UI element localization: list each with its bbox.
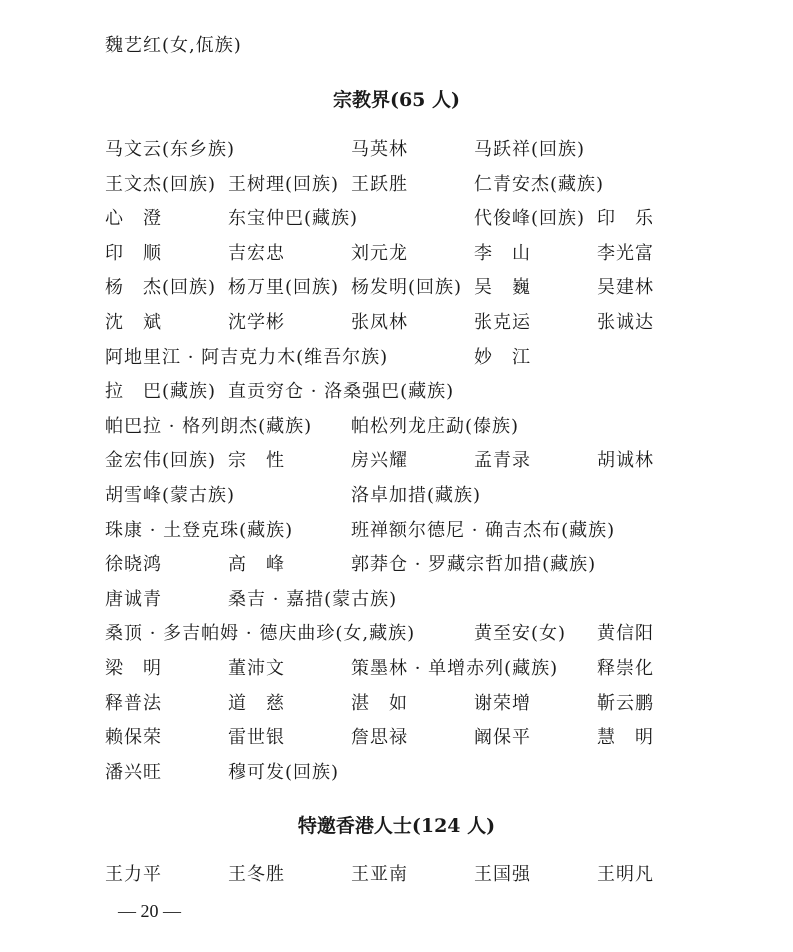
name-entry: 李 山 — [474, 242, 531, 264]
name-entry: 黄信阳 — [597, 623, 654, 645]
name-entry: 阚保平 — [474, 727, 531, 749]
name-entry: 马英林 — [351, 139, 408, 160]
name-entry: 赖保荣 — [105, 727, 162, 749]
name-entry: 妙 江 — [474, 346, 531, 368]
name-entry: 拉 巴(藏族) — [105, 381, 217, 403]
name-entry: 湛 如 — [351, 692, 408, 714]
name-entry: 吴 巍 — [474, 277, 531, 299]
name-entry: 王树理(回族) — [228, 173, 340, 195]
name-entry: 宗 性 — [228, 450, 285, 472]
name-entry: 珠康 · 土登克珠(藏族) — [105, 519, 294, 541]
name-entry: 释崇化 — [597, 658, 654, 679]
name-entry: 黄至安(女) — [474, 623, 567, 645]
name-entry: 王亚南 — [351, 864, 408, 885]
name-entry: 潘兴旺 — [105, 761, 162, 783]
name-entry: 王文杰(回族) — [105, 173, 217, 195]
name-entry: 仁青安杰(藏族) — [474, 173, 605, 195]
name-entry: 谢荣增 — [474, 692, 531, 714]
name-entry: 徐晓鸿 — [105, 554, 162, 576]
name-entry: 王跃胜 — [351, 173, 408, 195]
name-entry: 吴建林 — [597, 277, 654, 299]
name-entry: 房兴耀 — [351, 450, 408, 472]
name-entry: 张诚达 — [597, 312, 654, 333]
name-entry: 胡诚林 — [597, 450, 654, 472]
name-entry: 代俊峰(回族) — [474, 208, 586, 230]
name-entry: 阿地里江 · 阿吉克力木(维吾尔族) — [105, 346, 389, 368]
name-entry: 詹思禄 — [351, 727, 408, 749]
name-entry: 策墨林 · 单增赤列(藏族) — [351, 658, 559, 679]
section-heading-hongkong: 特邀香港人士(124 人) — [297, 815, 496, 837]
name-entry: 穆可发(回族) — [228, 761, 340, 783]
name-entry: 慧 明 — [597, 727, 654, 749]
name-entry: 直贡穷仓 · 洛桑强巴(藏族) — [228, 381, 455, 403]
name-entry: 刘元龙 — [351, 242, 408, 264]
name-entry: 胡雪峰(蒙古族) — [105, 485, 236, 506]
name-entry: 吉宏忠 — [228, 242, 285, 264]
name-entry: 杨发明(回族) — [351, 277, 463, 299]
name-entry: 沈 斌 — [105, 312, 162, 333]
name-entry: 靳云鹏 — [597, 692, 654, 714]
name-entry: 梁 明 — [105, 658, 162, 679]
name-entry: 东宝仲巴(藏族) — [228, 208, 359, 230]
name-entry: 马文云(东乡族) — [105, 139, 236, 160]
name-entry: 金宏伟(回族) — [105, 450, 217, 472]
name-entry: 高 峰 — [228, 554, 285, 576]
name-entry: 桑吉 · 嘉措(蒙古族) — [228, 588, 398, 610]
page-number: — 20 — — [118, 901, 181, 921]
name-entry: 王明凡 — [597, 864, 654, 885]
name-entry: 释普法 — [105, 692, 162, 714]
name-entry: 张凤林 — [351, 312, 408, 333]
name-entry: 杨万里(回族) — [228, 277, 340, 299]
name-entry: 王力平 — [105, 864, 162, 885]
section-heading-religion: 宗教界(65 人) — [332, 89, 461, 111]
top-line: 魏艺红(女,佤族) — [105, 35, 242, 56]
name-entry: 孟青录 — [474, 450, 531, 472]
name-entry: 张克运 — [474, 312, 531, 333]
name-entry: 马跃祥(回族) — [474, 139, 586, 160]
name-entry: 唐诚青 — [105, 588, 162, 610]
name-entry: 印 乐 — [597, 208, 654, 230]
name-entry: 董沛文 — [228, 658, 285, 679]
name-entry: 道 慈 — [228, 692, 285, 714]
name-entry: 杨 杰(回族) — [105, 277, 217, 299]
name-entry: 洛卓加措(藏族) — [351, 485, 482, 506]
name-entry: 沈学彬 — [228, 312, 285, 333]
name-entry: 雷世银 — [228, 727, 285, 749]
name-entry: 郭莽仓 · 罗藏宗哲加措(藏族) — [351, 554, 597, 576]
name-entry: 帕巴拉 · 格列朗杰(藏族) — [105, 415, 313, 437]
name-entry: 心 澄 — [105, 208, 162, 230]
name-entry: 印 顺 — [105, 242, 162, 264]
name-entry: 王国强 — [474, 864, 531, 885]
name-entry: 李光富 — [597, 242, 654, 264]
name-entry: 桑顶 · 多吉帕姆 · 德庆曲珍(女,藏族) — [105, 623, 416, 645]
name-entry: 帕松列龙庄勐(傣族) — [351, 415, 520, 437]
name-entry: 班禅额尔德尼 · 确吉杰布(藏族) — [351, 519, 616, 541]
name-entry: 王冬胜 — [228, 864, 285, 885]
